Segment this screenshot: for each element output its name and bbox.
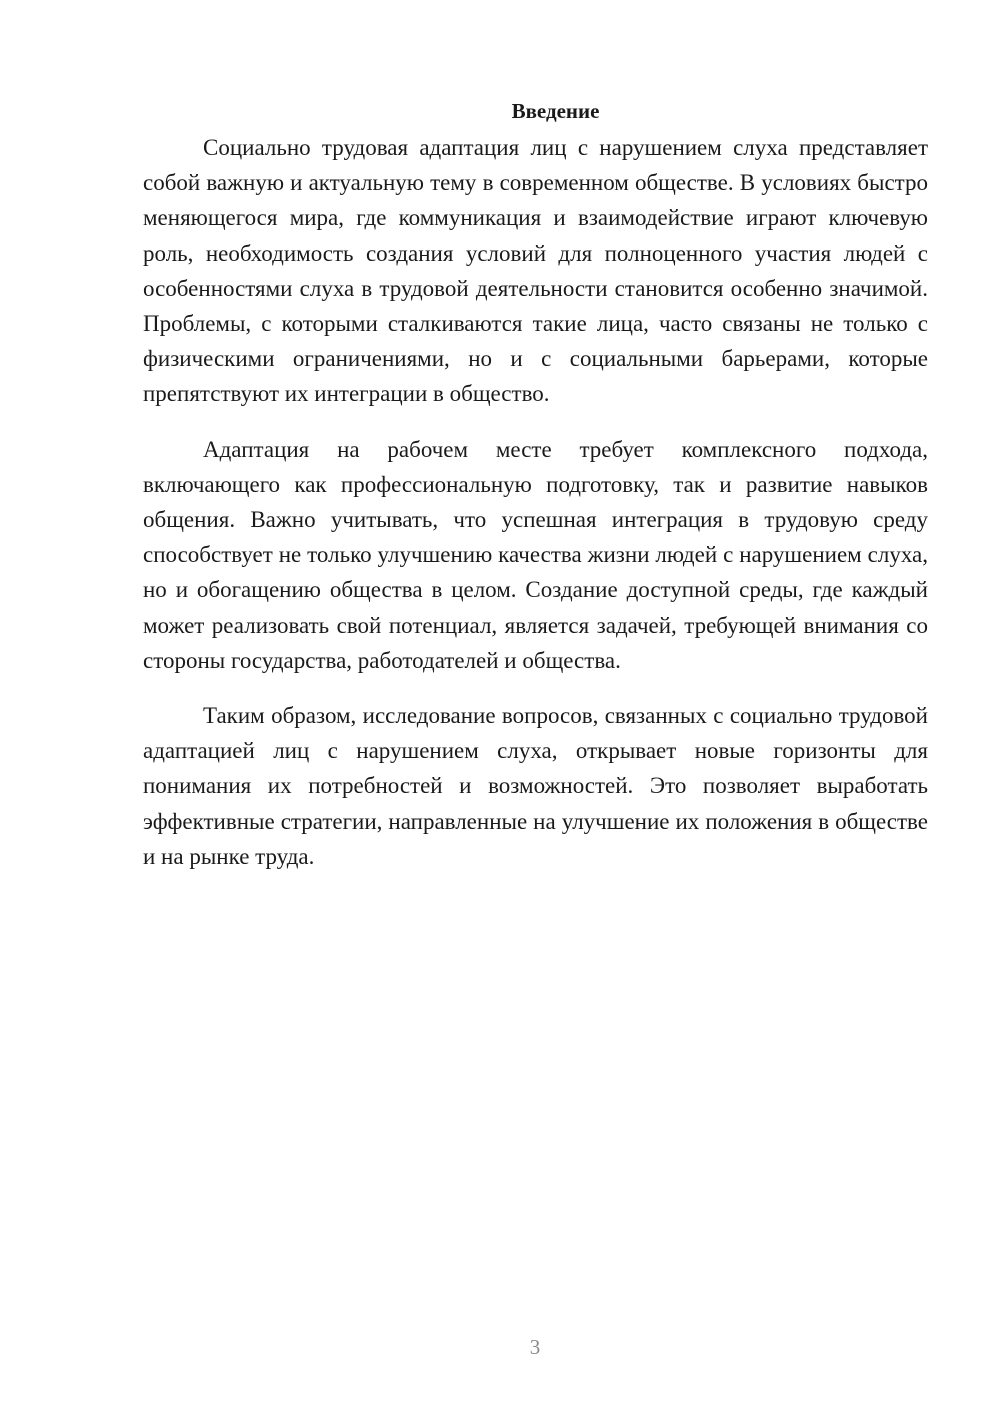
- section-heading: Введение: [511, 99, 600, 123]
- page-content: [143, 96, 928, 894]
- paragraph-1: Социально трудовая адаптация лиц с нарушением слуха представляет собой важную и актуальную тему в современном обществе. В условиях быстро меняющегося мира, где коммуникация и взаимодействие играют ключевую роль, необходимость создания условий для полноценного участия людей с особенностями слуха в трудовой деятельности становится особенно значимой. Проблемы, с которыми сталкиваются такие лица, часто связаны не только с физическими ограничениями, но и с социальными барьерами, которые препятствуют их интеграции в общество.: [143, 135, 928, 407]
- paragraph-2: Адаптация на рабочем месте требует комплексного подхода, включающего как профессиональную подготовку, так и развитие навыков общения. Важно учитывать, что успешная интеграция в трудовую среду способствует не только улучшению качества жизни людей с нарушением слуха, но и обогащению общества в целом. Создание доступной среды, где каждый может реализовать свой потенциал, является задачей, требующей внимания со стороны государства, работодателей и общества.: [143, 436, 928, 673]
- page-number: 3: [529, 1335, 541, 1359]
- paragraph-3: Таким образом, исследование вопросов, связанных с социально трудовой адаптацией лиц с нарушением слуха, открывает новые горизонты для понимания их потребностей и возможностей. Это позволяет выработать эффективные стратегии, направленные на улучшение их положения в обществе и на рынке труда.: [143, 703, 928, 869]
